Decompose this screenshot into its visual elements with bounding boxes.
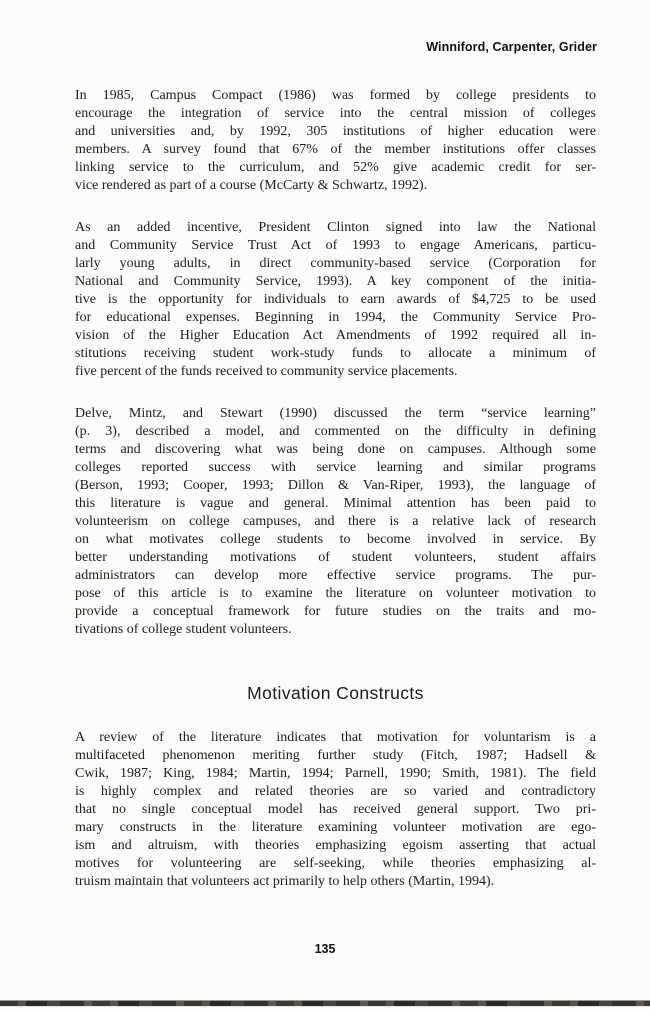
text-line: vision of the Higher Education Act Amendments of 1992 required all in- bbox=[75, 328, 596, 343]
text-line: five percent of the funds received to community service placements. bbox=[75, 364, 458, 379]
section-heading: Motivation Constructs bbox=[247, 683, 424, 703]
paragraph bbox=[75, 219, 596, 381]
text-line: administrators can develop more effective service programs. The pur- bbox=[75, 568, 596, 583]
paragraph bbox=[75, 405, 596, 639]
body-text-after-heading bbox=[75, 729, 596, 891]
text-line: motives for volunteering are self-seeking, while theories emphasizing al- bbox=[75, 856, 596, 871]
text-line: truism maintain that volunteers act primarily to help others (Martin, 1994). bbox=[75, 874, 495, 889]
text-line: and universities and, by 1992, 305 institutions of higher education were bbox=[75, 124, 596, 139]
text-line: (p. 3), described a model, and commented on the difficulty in defining bbox=[75, 424, 596, 439]
text-line: A review of the literature indicates that motivation for voluntarism is a bbox=[75, 730, 596, 745]
text-line: Delve, Mintz, and Stewart (1990) discussed the term “service learning” bbox=[75, 406, 596, 421]
text-line: multifaceted phenomenon meriting further study (Fitch, 1987; Hadsell & bbox=[75, 748, 596, 763]
text-line: tive is the opportunity for individuals to earn awards of $4,725 to be used bbox=[75, 292, 596, 307]
text-line: In 1985, Campus Compact (1986) was formed by college presidents to bbox=[75, 88, 596, 103]
body-text-before-heading bbox=[75, 87, 596, 639]
text-line: that no single conceptual model has received general support. Two pri- bbox=[75, 802, 596, 817]
text-line: for educational expenses. Beginning in 1994, the Community Service Pro- bbox=[75, 310, 596, 325]
text-line: colleges reported success with service learning and similar programs bbox=[75, 460, 596, 475]
scan-edge-bottom-margin bbox=[0, 1006, 650, 1011]
text-line: As an added incentive, President Clinton signed into law the National bbox=[75, 220, 596, 235]
text-line: provide a conceptual framework for future studies on the traits and mo- bbox=[75, 604, 596, 619]
text-line: volunteerism on college campuses, and there is a relative lack of research bbox=[75, 514, 596, 529]
text-line: mary constructs in the literature examining volunteer motivation are ego- bbox=[75, 820, 596, 835]
text-line: Cwik, 1987; King, 1984; Martin, 1994; Parnell, 1990; Smith, 1981). The field bbox=[75, 766, 596, 781]
text-line: better understanding motivations of student volunteers, student affairs bbox=[75, 550, 596, 565]
text-line: ism and altruism, with theories emphasizing egoism asserting that actual bbox=[75, 838, 596, 853]
text-line: vice rendered as part of a course (McCarty & Schwartz, 1992). bbox=[75, 178, 428, 193]
text-line: this literature is vague and general. Minimal attention has been paid to bbox=[75, 496, 596, 511]
body-text bbox=[75, 87, 596, 915]
text-line: National and Community Service, 1993). A key component of the initia- bbox=[75, 274, 596, 289]
text-line: members. A survey found that 67% of the member institutions offer classes bbox=[75, 142, 596, 157]
text-line: pose of this article is to examine the literature on volunteer motivation to bbox=[75, 586, 596, 601]
text-line: stitutions receiving student work-study funds to allocate a minimum of bbox=[75, 346, 596, 361]
text-line: linking service to the curriculum, and 52% give academic credit for ser- bbox=[75, 160, 596, 175]
text-line: is highly complex and related theories are so varied and contradictory bbox=[75, 784, 596, 799]
page-number: 135 bbox=[314, 942, 336, 956]
text-line: encourage the integration of service into the central mission of colleges bbox=[75, 106, 596, 121]
text-line: terms and discovering what was being done on campuses. Although some bbox=[75, 442, 596, 457]
running-head: Winniford, Carpenter, Grider bbox=[426, 40, 597, 54]
text-line: tivations of college student volunteers. bbox=[75, 622, 292, 637]
text-line: larly young adults, in direct community-based service (Corporation for bbox=[75, 256, 596, 271]
text-line: and Community Service Trust Act of 1993 to engage Americans, particu- bbox=[75, 238, 596, 253]
text-line: (Berson, 1993; Cooper, 1993; Dillon & Van-Riper, 1993), the language of bbox=[75, 478, 596, 493]
text-line: on what motivates college students to become involved in service. By bbox=[75, 532, 596, 547]
paragraph bbox=[75, 87, 596, 195]
paragraph bbox=[75, 729, 596, 891]
